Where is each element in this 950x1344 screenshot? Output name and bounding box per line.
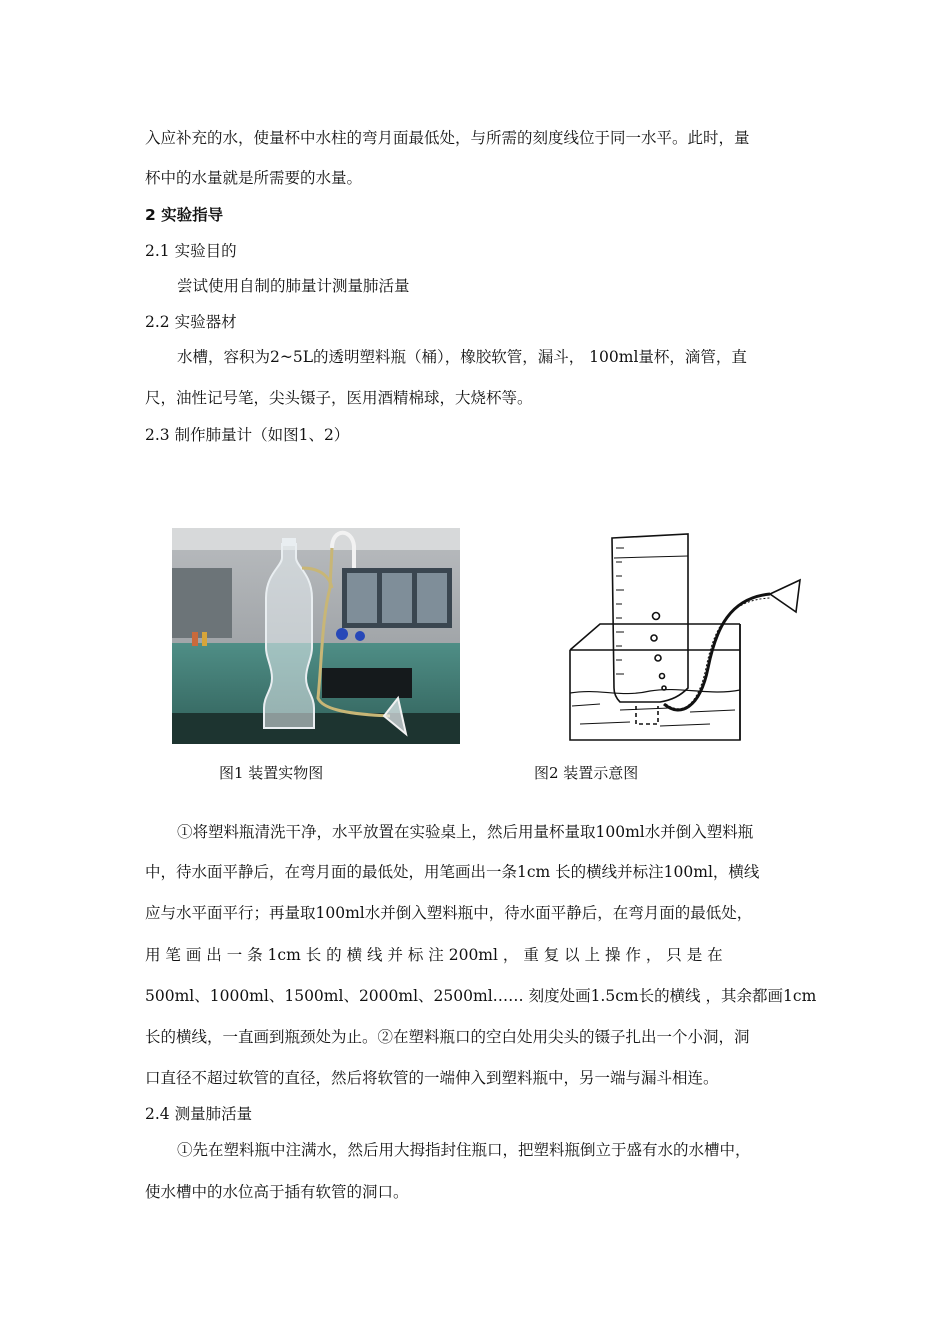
paragraph-line: 尺，油性记号笔，尖头镊子，医用酒精棉球，大烧杯等。 xyxy=(145,389,533,407)
paragraph-line: 口直径不超过软管的直径，然后将软管的一端伸入到塑料瓶中，另一端与漏斗相连。 xyxy=(145,1069,719,1087)
paragraph-line: 杯中的水量就是所需要的水量。 xyxy=(145,169,363,187)
paragraph-line: 尝试使用自制的肺量计测量肺活量 xyxy=(177,277,410,295)
paragraph-line: 长的横线，一直画到瓶颈处为止。②在塑料瓶口的空白处用尖头的镊子扎出一个小洞，洞 xyxy=(145,1028,750,1046)
paragraph-line: 入应补充的水，使量杯中水柱的弯月面最低处，与所需的刻度线位于同一水平。此时，量 xyxy=(145,129,750,147)
paragraph-line: 500ml、1000ml、1500ml、2000ml、2500ml…… 刻度处画1.5cm长的横线 ，其余都画1cm xyxy=(145,987,817,1005)
paragraph-line: 使水槽中的水位高于插有软管的洞口。 xyxy=(145,1183,409,1201)
figure-2-caption: 图2 装置示意图 xyxy=(534,764,639,782)
subsection-heading: 2.2 实验器材 xyxy=(145,313,237,331)
subsection-heading: 2.1 实验目的 xyxy=(145,242,237,260)
paragraph-line: ①先在塑料瓶中注满水，然后用大拇指封住瓶口，把塑料瓶倒立于盛有水的水槽中， xyxy=(177,1141,751,1159)
subsection-heading: 2.4 测量肺活量 xyxy=(145,1105,253,1123)
paragraph-line: ①将塑料瓶清洗干净，水平放置在实验桌上，然后用量杯量取100ml水并倒入塑料瓶 xyxy=(177,823,754,841)
paragraph-line: 应与水平面平行；再量取100ml水并倒入塑料瓶中，待水面平静后，在弯月面的最低处， xyxy=(145,904,753,922)
apparatus-diagram xyxy=(560,528,810,746)
paragraph-line: 水槽，容积为2~5L的透明塑料瓶（桶），橡胶软管，漏斗， 100ml量杯，滴管，直 xyxy=(177,348,747,366)
paragraph-line: 中，待水面平静后，在弯月面的最低处，用笔画出一条1cm 长的横线并标注100ml，横线 xyxy=(145,863,760,881)
section-heading: 2 实验指导 xyxy=(145,206,224,224)
figure-1-caption: 图1 装置实物图 xyxy=(219,764,324,782)
paragraph-line: 用 笔 画 出 一 条 1cm 长 的 横 线 并 标 注 200ml ， 重 复 以 上 操 作 ， 只 是 在 xyxy=(145,946,723,964)
apparatus-photo xyxy=(172,528,460,744)
subsection-heading: 2.3 制作肺量计（如图1、2） xyxy=(145,426,350,444)
